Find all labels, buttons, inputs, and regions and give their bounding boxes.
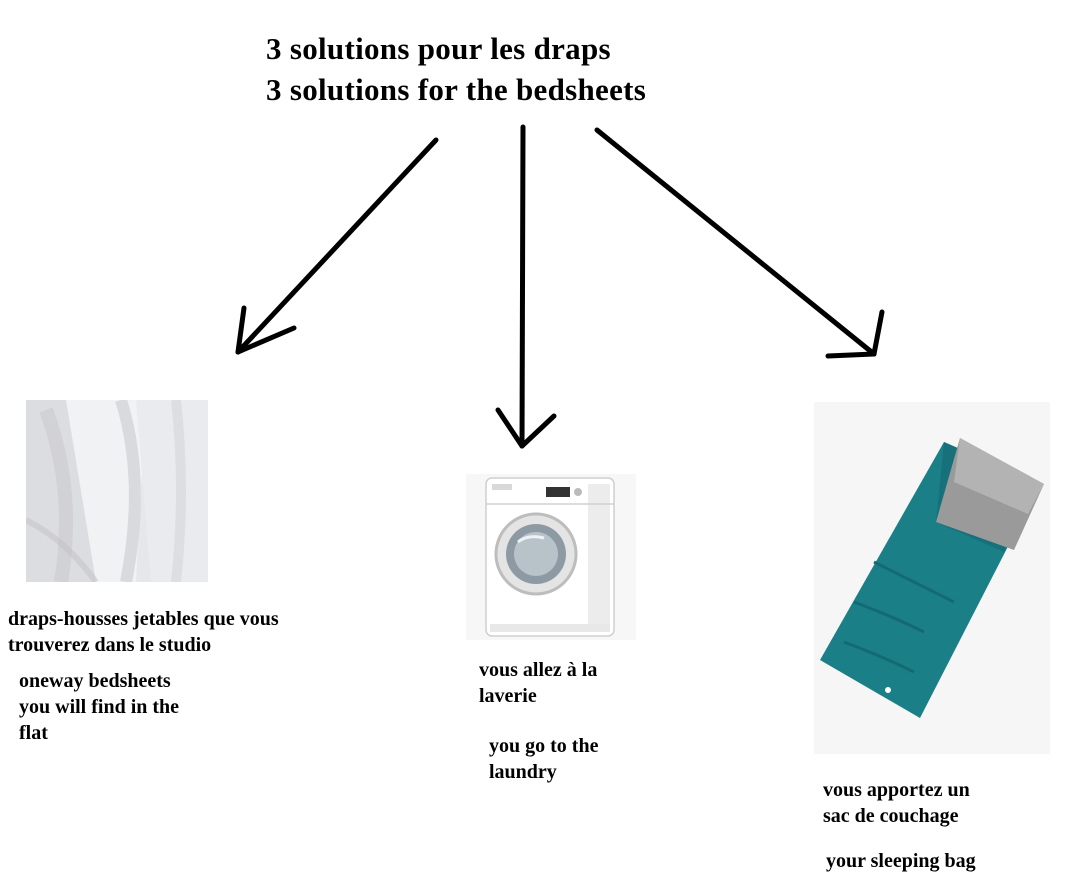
option-1-en-line: oneway bedsheets [19, 670, 171, 692]
option-1-en-text [19, 668, 179, 746]
option-2-fr-text [479, 657, 597, 709]
washing-machine-photo [466, 474, 636, 640]
option-3-en-text [826, 848, 976, 874]
option-1-fr-line: draps-housses jetables que vous [8, 608, 279, 630]
option-3-fr-line: sac de couchage [823, 805, 959, 827]
option-2-fr-line: vous allez à la [479, 659, 598, 681]
option-1-fr-line: trouverez dans le studio [8, 634, 212, 656]
arrow-middle [498, 127, 554, 446]
arrow-left [238, 140, 436, 352]
option-1-fr-text [8, 606, 279, 658]
title-line-fr: 3 solutions pour les draps [266, 31, 611, 66]
option-2-en-line: you go to the [489, 735, 599, 757]
option-3-en-line: your sleeping bag [826, 850, 976, 872]
option-2-en-text [489, 733, 598, 785]
option-2-en-line: laundry [489, 761, 557, 783]
option-3-fr-text [823, 777, 970, 829]
option-3-fr-line: vous apportez un [823, 779, 970, 801]
arrow-right [597, 130, 882, 356]
option-2-fr-line: laverie [479, 685, 537, 707]
option-1-en-line: you will find in the [19, 696, 180, 718]
disposable-sheets-photo [26, 400, 208, 582]
option-1-en-line: flat [19, 722, 48, 744]
sleeping-bag-photo [814, 402, 1050, 754]
title-line-en: 3 solutions for the bedsheets [266, 72, 647, 107]
